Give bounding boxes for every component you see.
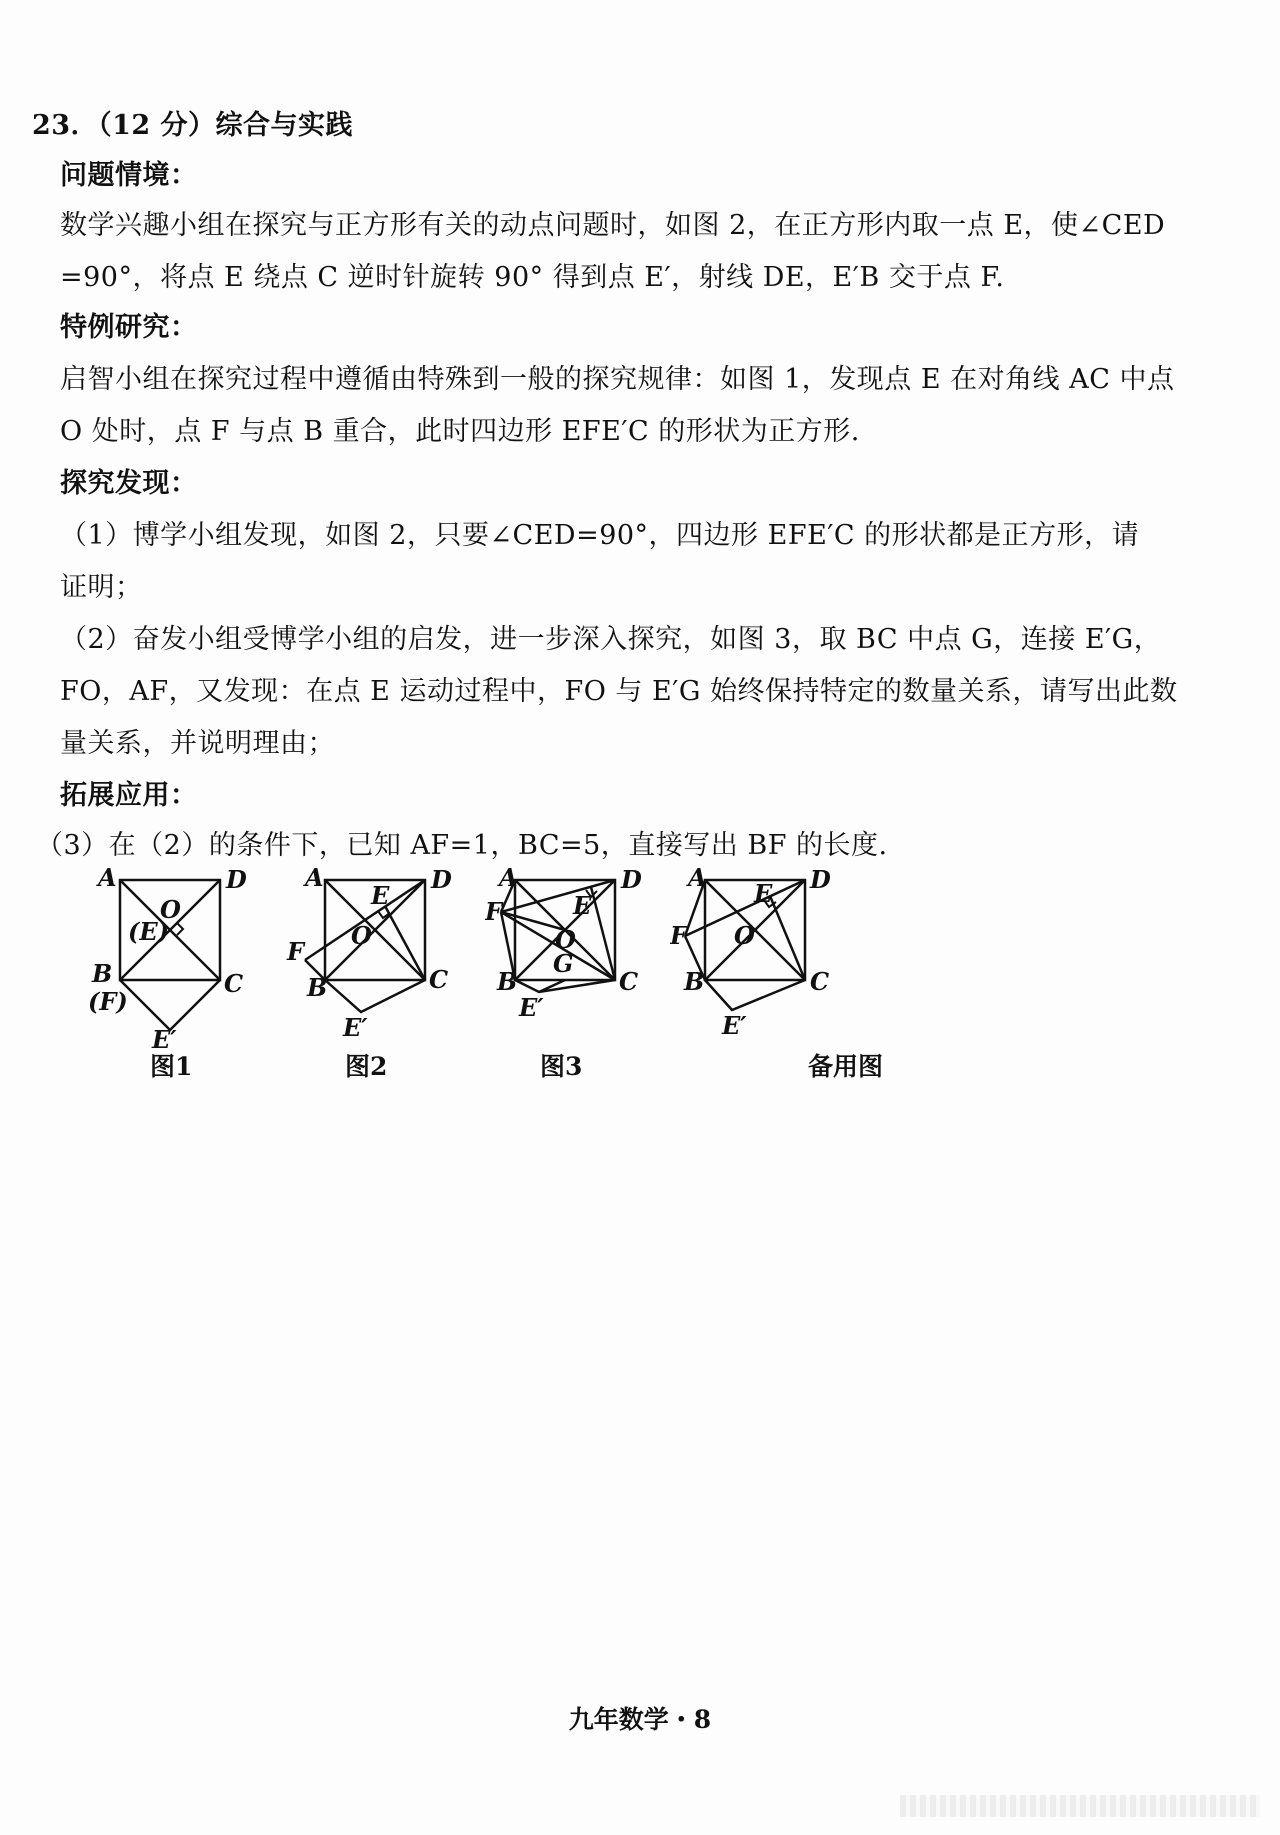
- label-b: B: [307, 973, 328, 1002]
- figure-backup-caption: 备用图: [808, 1052, 884, 1081]
- question-3-line: （3）在（2）的条件下，已知 AF=1，BC=5，直接写出 BF 的长度.: [36, 830, 888, 861]
- label-c: C: [619, 967, 639, 996]
- label-d: D: [621, 865, 642, 894]
- segment-ec: [385, 906, 425, 980]
- question-2-line: （2）奋发小组受博学小组的启发，进一步深入探究，如图 3，取 BC 中点 G，连接 E′G，: [60, 624, 1162, 655]
- figure-3-caption: 图3: [540, 1052, 583, 1081]
- question-2-line: FO，AF，又发现：在点 E 运动过程中，FO 与 E′G 始终保持特定的数量关系，请写出此数: [60, 676, 1178, 707]
- label-e: E: [573, 891, 592, 920]
- segment-ec: [770, 896, 805, 980]
- label-f: F: [287, 937, 305, 966]
- question-1-line: （1）博学小组发现，如图 2，只要∠CED=90°，四边形 EFE′C 的形状都是正方形，请: [60, 520, 1140, 551]
- label-b: B: [684, 967, 705, 996]
- label-a: A: [499, 863, 518, 892]
- label-c: C: [224, 969, 244, 998]
- label-f: (F): [88, 987, 128, 1016]
- label-b: B: [92, 959, 113, 988]
- label-o: O: [351, 921, 372, 950]
- section-heading-special-case: 特例研究：: [60, 312, 198, 343]
- figure-2-caption: 图2: [345, 1052, 388, 1081]
- label-a: A: [688, 863, 707, 892]
- label-e-prime: E′: [343, 1013, 368, 1042]
- label-c: C: [810, 967, 830, 996]
- label-d: D: [810, 865, 831, 894]
- section-heading-problem-situation: 问题情境：: [60, 160, 198, 191]
- label-e: E: [754, 879, 773, 908]
- label-e-prime: E′: [519, 993, 544, 1022]
- label-e-prime: E′: [722, 1011, 747, 1040]
- question-2-line: 量关系，并说明理由；: [60, 728, 335, 759]
- figure-1-diagram: [80, 860, 280, 1060]
- label-o: O: [555, 925, 576, 954]
- problem-text-line: 启智小组在探究过程中遵循由特殊到一般的探究规律：如图 1，发现点 E 在对角线 AC 中点: [60, 364, 1175, 395]
- label-e: E: [371, 881, 390, 910]
- label-o: O: [160, 895, 181, 924]
- label-d: D: [431, 865, 452, 894]
- label-o: O: [734, 921, 755, 950]
- section-heading-application: 拓展应用：: [60, 780, 198, 811]
- figure-2-diagram: [285, 860, 485, 1060]
- segment-ec: [591, 887, 615, 980]
- label-a: A: [98, 863, 117, 892]
- scan-artifact-bar: [900, 1795, 1260, 1817]
- label-d: D: [226, 865, 247, 894]
- label-c: C: [429, 965, 449, 994]
- problem-text-line: =90°，将点 E 绕点 C 逆时针旋转 90° 得到点 E′，射线 DE，E′B 交于点 F.: [60, 262, 1005, 293]
- figure-2: [285, 860, 485, 1060]
- problem-text-line: O 处时，点 F 与点 B 重合，此时四边形 EFE′C 的形状为正方形.: [60, 416, 860, 447]
- label-f: F: [670, 921, 688, 950]
- label-a: A: [305, 863, 324, 892]
- figure-backup-diagram: [670, 860, 870, 1060]
- label-e-prime: E′: [152, 1025, 177, 1054]
- label-e: (E): [128, 917, 170, 946]
- figure-1-caption: 图1: [150, 1052, 193, 1081]
- page-footer: 九年数学・8: [568, 1705, 712, 1734]
- figure-1: [80, 860, 280, 1060]
- problem-text-line: 数学兴趣小组在探究与正方形有关的动点问题时，如图 2，在正方形内取一点 E，使∠CED: [60, 210, 1166, 241]
- section-heading-exploration: 探究发现：: [60, 468, 198, 499]
- segment-b-ep-c: [120, 980, 220, 1030]
- problem-title: 23．（12 分）综合与实践: [32, 110, 354, 141]
- figure-3-diagram: [485, 860, 685, 1060]
- figure-backup: [670, 860, 870, 1060]
- label-g: G: [553, 949, 574, 978]
- question-1-line: 证明；: [60, 572, 143, 603]
- label-b: B: [497, 967, 518, 996]
- figure-3: [485, 860, 685, 1060]
- right-angle-mark: [177, 923, 183, 935]
- label-f: F: [485, 897, 503, 926]
